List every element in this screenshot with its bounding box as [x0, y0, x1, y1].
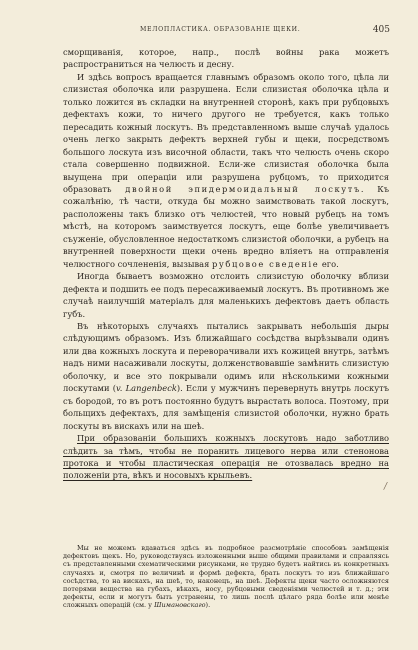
page-header [0, 26, 418, 40]
footnote-part-b: ). [205, 601, 211, 610]
footnote-text [63, 544, 389, 610]
main-text [63, 46, 389, 482]
running-title: МЕЛОПЛАСТИКА. ОБРАЗОВАНІЕ ЩЕКИ. [140, 26, 301, 33]
spaced-term-scar-contraction: рубцовое сведеніе [211, 258, 320, 269]
paragraph-4-part-b: ). Если у мужчинъ перевернуть внутрь лоскутъ съ бородой, то въ ротъ постоянно будутъ вырастать волоса. Поэтому, при больщихъ дефектахъ, для замѣщенія слизистой оболочки, нужно брать лоскуты въ вискахъ или на шеѣ. [63, 383, 389, 431]
paragraph-2-part-a: И здѣсь вопросъ вращается главнымъ образомъ около того, цѣла ли слизистая оболочка или разрушена. Если слизистая оболочка цѣла и только ложится въ складки на внутренней сторонѣ, какъ при рубцовыхъ дефектахъ кожи, то ничего другого не требуется, какъ только пересадить кожный лоскутъ. Въ представленномъ выше случаѣ удалось очень легко закрыть дефектъ верхней губы и щеки, посредствомъ большого лоскута изъ височной области, такъ что челюсть очень скоро стала совершенно подвижной. Если-же слизистая оболочка была выущена при операціи или разрушена рубцомъ, то приходится образовать [63, 71, 389, 194]
page-number: 405 [372, 25, 390, 35]
paragraph-1: сморщиванія, которое, напр., послѣ войны рака можетъ распространиться на челюсть и десну. [63, 47, 389, 70]
paragraph-4-part-a: Въ нѣкоторыхъ случаяхъ пытались закрывать небольшія дыры слѣдующимъ образомъ. Изъ ближайшаго сосѣдства вырѣзывали одинъ или два кожныхъ лоскута и переворачивали ихъ кожицей внутрь, затѣмъ надъ ними насаживали лоскуты, долженствовавшіе замѣнить слизистую оболочку, и все это покрывали одимъ или нѣсколькими кожными лоскутами ( [63, 320, 389, 394]
paragraph-4 [63, 320, 389, 432]
citation-shimanovsky: Шимановскаго [154, 601, 206, 610]
paragraph-3: Иногда бываетъ возможно отслоить слизистую оболочку вблизи дефекта и подшить ее подъ пересаживаемый лоскутъ. Въ противномъ же случаѣ наилучшій матеріалъ для маленькихъ дефектовъ даетъ область губъ. [63, 271, 389, 319]
footnote [63, 544, 389, 610]
paragraph-5-underlined: При образованіи большихъ кожныхъ лоскутовъ надо заботливо слѣдить за тѣмъ, чтобы не поранить лицевого нерва или стенонова протока и чтобы пластическая операція не отозвалась вредно на положеніи рта, вѣкъ и носовыхъ крыльевъ. [63, 433, 389, 481]
footnote-part-a: Мы не можемъ вдаваться здѣсь въ подробное разсмотрѣніе способовъ замѣщенія дефектовъ щекъ. Но, руководствуясь изложенными выше общими правилами и справляясь съ представленными схематическими рисунками, не трудно будетъ найтись въ конкретныхъ случаяхъ и, смотря по величинѣ и формѣ дефекта, брать лоскутъ то изъ ближайшаго сосѣдства, то на вискахъ, на шеѣ, то, наконецъ, на шеѣ. Дефекты щеки часто осложняются потерями вещества на губахъ, вѣкахъ, носу, рубцовыми сведеніями челюстей и т. д.; эти дефекты, если и могутъ быть устранены, то лишь послѣ цѣлаго ряда болѣе или менѣе сложныхъ операцій (см. у [63, 544, 389, 610]
citation-langenbeck: v. Langenbeck [116, 383, 177, 394]
spaced-term-double-flap: двойной эпидермоидальный лоскутъ [125, 183, 361, 194]
paragraph-2-part-c: его. [319, 258, 339, 269]
paragraph-2-part-b: . Къ сожалѣнію, тѣ части, откуда бы можно заимствовать такой лоскутъ, расположены такъ близко отъ челюстей, что новый рубецъ на томъ мѣстѣ, на которомъ заимствуется лоскутъ, еще болѣе увеличиваетъ съуженіе, обусловленное недостаткомъ слизистой оболочки, а рубецъ на внутренней поверхности щеки очень вредно вліяетъ на отправленія челюстного сочлененія, вызывая [63, 183, 389, 269]
paragraph-2 [63, 71, 389, 270]
margin-pencil-mark: / [384, 482, 388, 492]
